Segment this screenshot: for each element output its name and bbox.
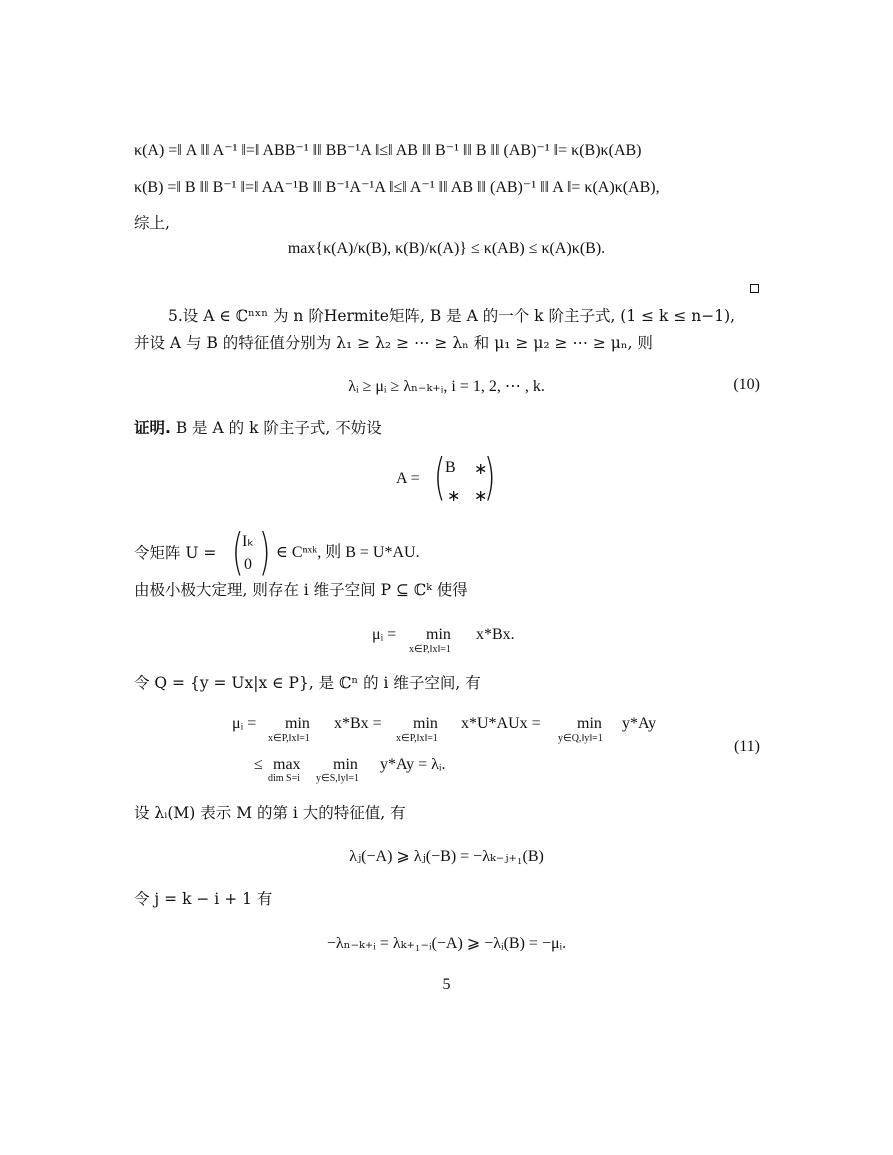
u-matrix-ik: Iₖ xyxy=(242,533,255,550)
eq11-term-1: x*Bx = xyxy=(334,715,382,732)
eq11-sub-2: x∈P,‖x‖=1 xyxy=(396,733,438,744)
kappa-b-equation: κ(B) =‖ B ‖‖ B⁻¹ ‖=‖ AA⁻¹B ‖‖ B⁻¹A⁻¹A ‖≤‖ A⁻¹ ‖‖ AB ‖‖ (AB)⁻¹ ‖‖ A ‖= κ(A)κ(AB), xyxy=(134,179,660,196)
eq11-term-2: x*U*AUx = xyxy=(461,715,541,732)
mu-eq-rhs: x*Bx. xyxy=(476,626,515,643)
left-paren-icon: ( xyxy=(231,523,244,581)
eq11-term-3: y*Ay xyxy=(622,715,657,732)
proof-label: 证明. xyxy=(134,419,171,437)
u-matrix-suffix: ∈ Cⁿˣᵏ, 则 B = U*AU. xyxy=(276,544,420,561)
matrix-entry-star: ∗ xyxy=(474,461,488,478)
eq11-min-2: min xyxy=(413,715,438,732)
left-paren-icon: ( xyxy=(433,448,446,506)
equation-10: λᵢ ≥ μᵢ ≥ λₙ₋ₖ₊ᵢ, i = 1, 2, ⋯ , k. xyxy=(348,378,545,395)
max-inequality: max{κ(A)/κ(B), κ(B)/κ(A)} ≤ κ(AB) ≤ κ(A)κ(B). xyxy=(287,240,606,257)
eq11-max: max xyxy=(273,756,301,773)
eq11-leq: ≤ xyxy=(254,756,263,773)
matrix-entry-b: B xyxy=(445,459,456,476)
right-paren-icon: ) xyxy=(258,523,271,581)
eq11-min-4: min xyxy=(333,756,358,773)
right-paren-icon: ) xyxy=(483,448,496,506)
eq11-max-sub: dim S=i xyxy=(268,773,301,784)
mu-eq-min: min xyxy=(426,626,451,643)
matrix-a-lhs: A = xyxy=(396,470,420,487)
u-matrix-prefix: 令矩阵 U = xyxy=(134,544,217,562)
eq11-sub-1: x∈P,‖x‖=1 xyxy=(268,733,310,744)
lambda-definition-line: 设 λᵢ(M) 表示 M 的第 i 大的特征值, 有 xyxy=(134,804,406,822)
summary-label: 综上, xyxy=(134,214,170,232)
equation-10-number: (10) xyxy=(733,376,760,393)
q-definition-line: 令 Q = {y = Ux|x ∈ P}, 是 ℂⁿ 的 i 维子空间, 有 xyxy=(134,674,481,692)
page-number: 5 xyxy=(442,976,451,993)
proof-line xyxy=(134,418,382,438)
u-matrix-zero: 0 xyxy=(244,556,252,573)
final-inequality: −λₙ₋ₖ₊ᵢ = λₖ₊₁₋ᵢ(−A) ⩾ −λᵢ(B) = −μᵢ. xyxy=(326,935,567,952)
mu-eq-subscript: x∈P,‖x‖=1 xyxy=(409,644,451,655)
matrix-entry-star: ∗ xyxy=(447,488,461,505)
kappa-a-equation: κ(A) =‖ A ‖‖ A⁻¹ ‖=‖ ABB⁻¹ ‖‖ BB⁻¹A ‖≤‖ AB ‖‖ B⁻¹ ‖‖ B ‖‖ (AB)⁻¹ ‖= κ(B)κ(AB) xyxy=(134,142,642,159)
eq11-sub-3: y∈Q,‖y‖=1 xyxy=(558,733,603,744)
proof-text: B 是 A 的 k 阶主子式, 不妨设 xyxy=(170,419,382,437)
minimax-theorem-line: 由极小极大定理, 则存在 i 维子空间 P ⊆ ℂᵏ 使得 xyxy=(134,581,468,599)
equation-11-number: (11) xyxy=(733,738,760,755)
matrix-entry-star: ∗ xyxy=(474,488,488,505)
problem-5-line1: 5.设 A ∈ ℂⁿˣⁿ 为 n 阶Hermite矩阵, B 是 A 的一个 k 阶主子式, (1 ≤ k ≤ n−1), xyxy=(168,307,736,325)
eq11-term-4: y*Ay = λᵢ. xyxy=(380,756,446,773)
eq11-lhs: μᵢ = xyxy=(232,715,257,732)
eq11-sub-4: y∈S,‖y‖=1 xyxy=(316,773,360,784)
lambda-inequality: λⱼ(−A) ⩾ λⱼ(−B) = −λₖ₋ⱼ₊₁(B) xyxy=(349,848,544,865)
eq11-min-1: min xyxy=(285,715,310,732)
j-substitution-line: 令 j = k − i + 1 有 xyxy=(134,890,273,908)
mu-eq-lhs: μᵢ = xyxy=(372,626,397,643)
qed-box-icon xyxy=(750,284,759,293)
eq11-min-3: min xyxy=(577,715,602,732)
problem-5-line2: 并设 A 与 B 的特征值分别为 λ₁ ≥ λ₂ ≥ ⋯ ≥ λₙ 和 μ₁ ≥ μ₂ ≥ ⋯ ≥ μₙ, 则 xyxy=(134,334,653,352)
